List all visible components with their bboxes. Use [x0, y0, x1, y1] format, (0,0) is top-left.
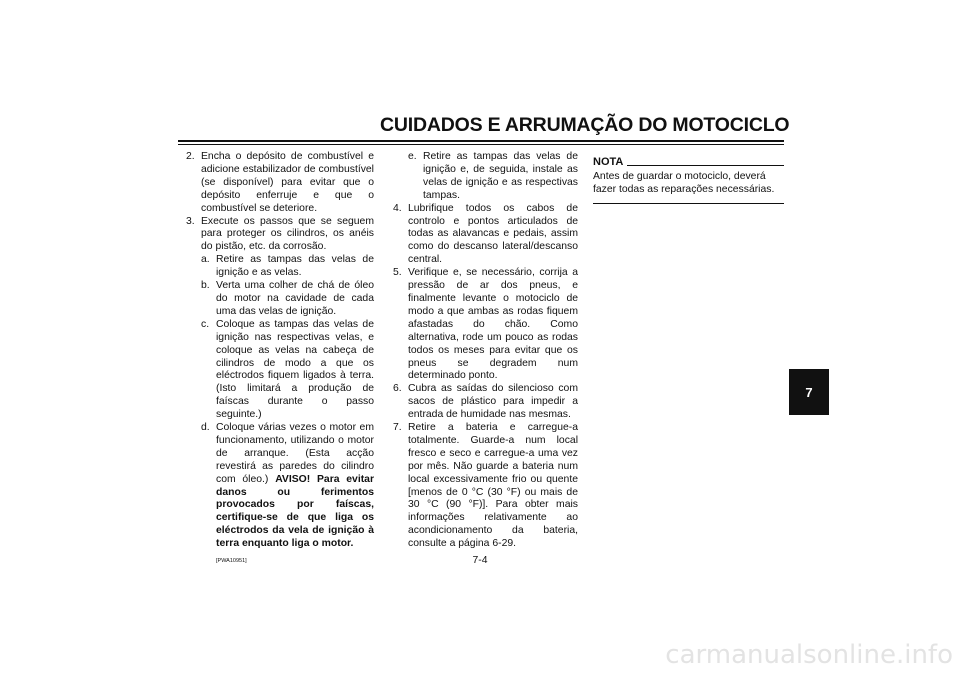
text-column-middle: [393, 151, 578, 551]
sub-list-item: b. Verta uma colher de chá de óleo do motor na cavidade de cada uma das velas de ignição.: [201, 280, 374, 317]
list-item: 4. Lubrifique todos os cabos de controlo e pontos articulados de todas as alavancas e pedais, assim como do descanso lateral/descanso central.: [393, 202, 578, 266]
list-item: 3. Execute os passos que se seguem para proteger os cilindros, os anéis do pistão, etc. da corrosão.: [186, 215, 374, 253]
list-item: 5. Verifique e, se necessário, corrija a pressão de ar dos pneus, e finalmente levante o motociclo de modo a que ambas as rodas fiquem afastadas do chão. Como alternativa, rode um pouco as rodas todos os meses para evitar que os pneus se degradem num determinado ponto.: [393, 267, 578, 382]
note-bottom-rule: [593, 203, 784, 204]
header-rule: [178, 140, 784, 142]
note-header: [593, 156, 784, 169]
note-text: Antes de guardar o motociclo, deverá fazer todas as reparações necessárias.: [593, 170, 775, 195]
sub-list-item: e. Retire as tampas das velas de ignição e, de seguida, instale as velas de ignição e as respectivas tampas.: [408, 151, 578, 201]
sub-list-item: c. Coloque as tampas das velas de ignição nas respectivas velas, e coloque as velas na cabeça de cilindros de modo a que os eléctrodos fiquem ligados à terra. (Isto limitará a produção de faíscas durante o passo seguinte.): [201, 318, 374, 421]
note-box: [593, 156, 784, 204]
chapter-tab: 7: [789, 369, 829, 415]
text-column-left: [186, 151, 374, 565]
page-title: CUIDADOS E ARRUMAÇÃO DO MOTOCICLO: [380, 114, 790, 136]
page-number: 7-4: [472, 555, 488, 566]
watermark: carmanualsonline.info: [665, 640, 953, 670]
sub-list-item: a. Retire as tampas das velas de ignição e as velas.: [201, 254, 374, 279]
reference-code: [PWA10951]: [216, 558, 247, 565]
note-label: NOTA: [593, 156, 624, 168]
warning-text: AVISO! Para evitar danos ou ferimentos provocados por faíscas, certifique-se de que liga os eléctrodos da vela de ignição à terra enquanto liga o motor.: [216, 473, 375, 550]
list-item: 7. Retire a bateria e carregue-a totalmente. Guarde-a num local fresco e seco e carregue-a uma vez por mês. Não guarde a bateria num local excessivamente frio ou quente [menos de 0 °C (30 °F) ou mais de 30 °C (90 °F)]. Para obter mais informações relativamente ao acondicionamento da bateria, consulte a página 6-29.: [393, 422, 578, 550]
list-item: 6. Cubra as saídas do silencioso com sacos de plástico para impedir a entrada de humidade nas mesmas.: [393, 383, 578, 421]
sub-list-item: d. Coloque várias vezes o motor em funcionamento, utilizando o motor de arranque. (Esta acção revestirá as paredes do cilindro com óleo.) AVISO! Para evitar danos ou ferimentos provocados por faíscas, certifique-se de que liga os eléctrodos da vela de ignição à terra enquanto liga o motor.: [201, 422, 375, 550]
header-rule-thin: [178, 144, 784, 145]
list-item: 2. Encha o depósito de combustível e adicione estabilizador de combustível (se disponível) para evitar que o depósito enferruje e que o combustível se deteriore.: [186, 151, 374, 214]
note-rule: [627, 165, 784, 166]
